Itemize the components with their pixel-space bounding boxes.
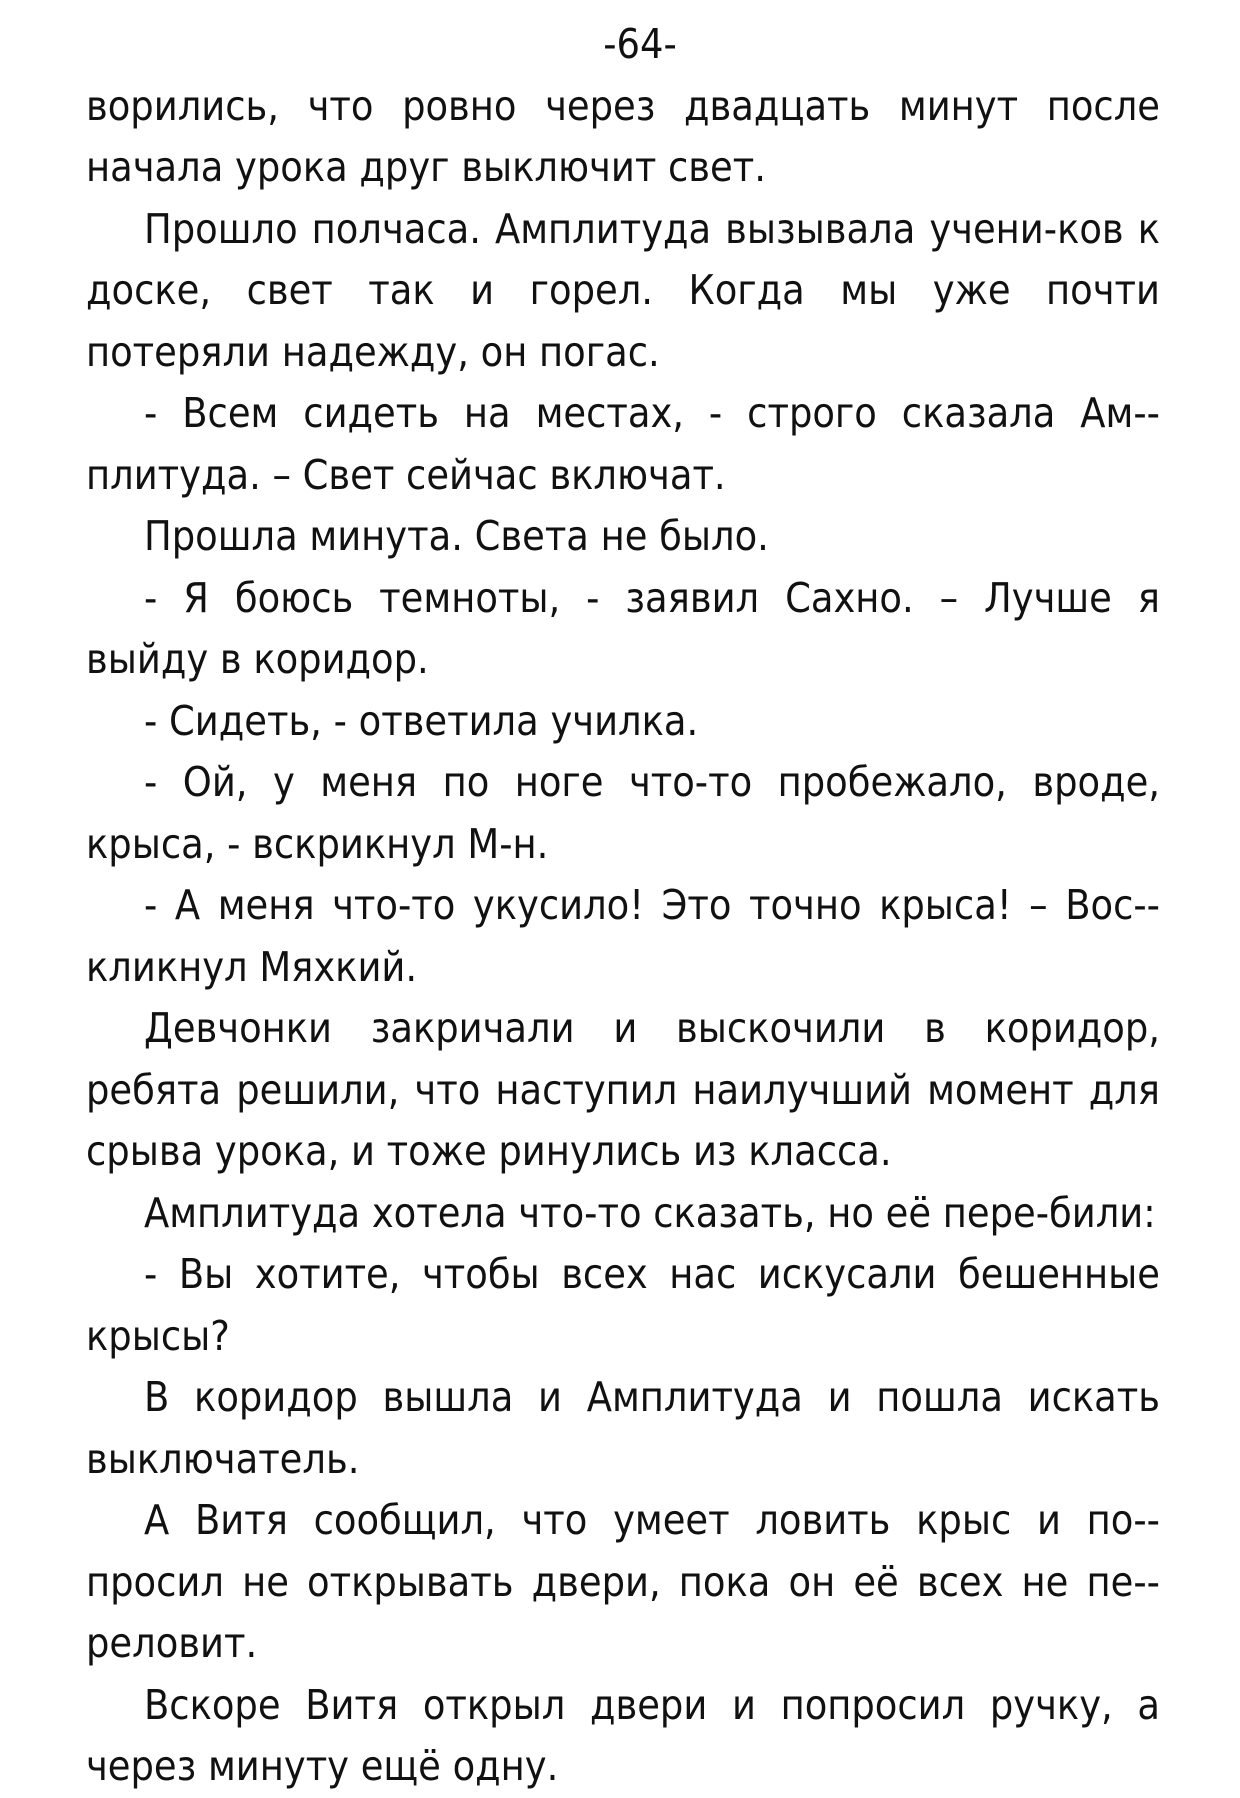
- paragraph: Прошло полчаса. Амплитуда вызывала учени-ков к доске, свет так и горел. Когда мы уже почти потеряли надежду, он погас.: [86, 204, 1160, 376]
- dialogue-line: - Ой, у меня по ноге что-то пробежало, вроде, крыса, - вскрикнул М-н.: [86, 758, 1160, 868]
- dialogue-line: - Вы хотите, чтобы всех нас искусали бешенные крысы?: [86, 1250, 1160, 1360]
- paragraph: Прошла минута. Света не было.: [144, 512, 769, 560]
- paragraph-continuation: ворились, что ровно через двадцать минут после начала урока друг выключит свет.: [86, 81, 1160, 191]
- dialogue-line: - Всем сидеть на местах, - строго сказала Ам-плитуда. – Свет сейчас включат.: [86, 389, 1160, 499]
- paragraph: Вскоре Витя открыл двери и попросил ручку, а через минуту ещё одну.: [86, 1680, 1160, 1790]
- page-number: -64-: [603, 20, 677, 68]
- book-page: [86, 14, 1160, 1798]
- dialogue-line: - Сидеть, - ответила училка.: [144, 696, 699, 745]
- paragraph: В коридор вышла и Амплитуда и пошла искать выключатель.: [86, 1373, 1160, 1483]
- paragraph: А Витя сообщил, что умеет ловить крыс и по-просил не открывать двери, пока он её всех не пе-реловит.: [86, 1496, 1160, 1667]
- paragraph: Девчонки закричали и выскочили в коридор, ребята решили, что наступил наилучший момент для срыва урока, и тоже ринулись из класса.: [86, 1004, 1160, 1175]
- dialogue-line: - А меня что-то укусило! Это точно крыса! – Вос-кликнул Мяхкий.: [86, 881, 1160, 991]
- paragraph: Амплитуда хотела что-то сказать, но её пере-били:: [144, 1188, 1156, 1237]
- dialogue-line: - Я боюсь темноты, - заявил Сахно. – Лучше я выйду в коридор.: [86, 573, 1160, 683]
